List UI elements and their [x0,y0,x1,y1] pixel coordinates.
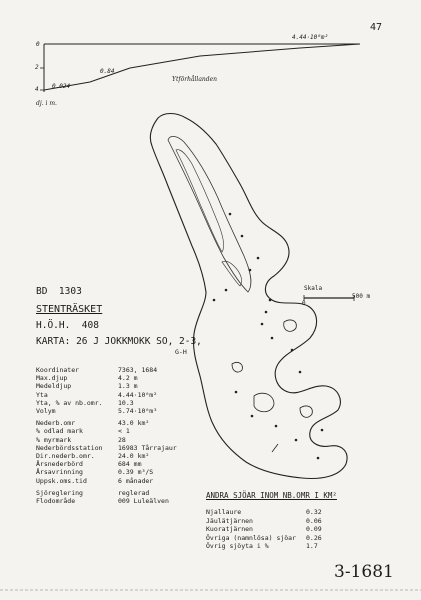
stat-row-value: 684 mm [118,460,142,469]
map-dots [213,213,324,460]
stat-row [36,366,177,374]
stat-row-label: Dir.nederb.omr. [36,452,95,461]
stat-row-value: 1.3 m [118,382,138,391]
stat-row-label: Årsnederbörd [36,460,83,469]
stat-row [36,468,177,476]
hypsograph-curve-label: Ytförhållanden [172,76,218,83]
stat-row [36,427,177,435]
stat-row-value: 0.39 m³/S [118,468,154,477]
hypsograph-mark-low: 0.024 [52,83,71,90]
stat-row-value: 6 månader [118,476,154,485]
other-lake-row-label: Övrig sjöyta i % [206,542,269,551]
stat-row-label: Uppsk.oms.tid [36,476,87,485]
other-lakes-title: ANDRA SJÖAR INOM NB.OMR I KM² [206,491,337,500]
other-lake-row-value: 0.09 [306,525,322,534]
stat-row-label: Nederb.omr [36,419,76,428]
stat-row [36,374,177,382]
stat-row [36,399,177,407]
hypsograph-y-mid: 2 [35,64,39,71]
map-sheet-label: KARTA: [36,336,71,347]
scale-end: 500 m [352,293,371,300]
other-lake-row-value: 0.26 [306,533,322,542]
stat-row [36,489,177,497]
lake-code-number: 1303 [58,286,82,297]
stat-row-label: % odlad mark [36,427,83,436]
hypsograph-y-top: 0 [36,41,40,48]
other-lakes-list [206,508,322,551]
handwritten-number: 3-1681 [334,562,394,582]
stat-row-value: < 1 [118,427,130,436]
stat-row-value: 10.3 [118,398,134,407]
lake-code-prefix: BD [36,286,48,297]
stat-row [36,452,177,460]
stat-row-label: Sjöreglering [36,488,83,497]
stat-row-label: Volym [36,407,56,416]
other-lake-row [206,517,322,526]
stat-row-label: Nederbördsstation [36,443,103,452]
stat-row-label: Flodområde [36,497,76,506]
scale-zero: 0 [302,300,306,307]
island-4 [232,362,242,372]
hypsograph-mark-mid: 0.84 [100,68,115,75]
map-sheet-value: 26 J JOKKMOKK SO, 2-3, [76,336,202,347]
elevation-value: 408 [81,320,99,331]
stat-row-value: 7363, 1684 [118,366,158,374]
lake-name: STENTRÄSKET [36,304,103,315]
stat-row [36,436,177,444]
hypsograph-depth-label: dj. i m. [36,100,57,107]
stat-row-value: 009 Luleälven [118,497,169,506]
other-lake-row-label: Kuoratjärnen [206,525,253,534]
lake-statistics [36,366,177,505]
stat-row-label: Koordinater [36,366,80,374]
hypsograph-area-label: 4.44·10⁶m² [292,34,329,41]
stat-row-value: 16983 Tårrajaur [118,443,177,452]
stat-row [36,419,177,427]
other-lake-row-label: Övriga (namnlösa) sjöar [206,533,297,542]
scale-label: Skala [304,285,323,292]
stat-row-value: 28 [118,435,126,444]
depth-contour-inner [176,150,224,252]
other-lake-row-label: Njallaure [206,508,242,516]
stat-row [36,391,177,399]
stat-row [36,407,177,415]
other-lake-row-label: Jäulätjärnen [206,516,253,525]
other-lake-row-value: 0.06 [306,516,322,525]
elevation-line [36,320,99,331]
stat-row-label: Årsavrinning [36,468,83,477]
island-2 [254,393,274,412]
stat-row [36,444,177,452]
other-lake-row [206,508,322,517]
stat-row-label: Max.djup [36,374,68,383]
stat-row [36,477,177,485]
stat-row-value: 4.2 m [118,374,138,383]
stat-row-label: Yta [36,390,48,399]
lake-code [36,286,82,297]
depth-contour-bay [222,261,242,286]
other-lake-row-value: 1.7 [306,542,318,551]
hypsograph-y-bottom: 4 [35,86,39,93]
island-3 [300,406,312,417]
island-1 [284,320,297,331]
map-sheet-line [36,336,202,347]
stat-row-value: 24.0 km² [118,452,150,461]
stat-row-value: 4.44·10⁶m² [118,390,158,399]
stat-row-label: % myrmark [36,435,72,444]
map-sheet-suffix: G-H [175,348,187,356]
stat-row [36,497,177,505]
stat-row-label: Yta, % av nb.omr. [36,398,103,407]
stat-row [36,382,177,390]
other-lake-row-value: 0.32 [306,508,322,516]
other-lake-row [206,525,322,534]
lake-outline [150,114,347,479]
stat-row-label: Medeldjup [36,382,72,391]
inflow-arrow [272,444,278,452]
stat-row-value: reglerad [118,488,150,497]
elevation-label: H.Ö.H. [36,320,71,331]
page-number: 47 [370,22,383,33]
stat-row-value: 43.0 km² [118,419,150,428]
other-lake-row [206,542,322,551]
stat-row-value: 5.74·10⁶m³ [118,407,158,416]
